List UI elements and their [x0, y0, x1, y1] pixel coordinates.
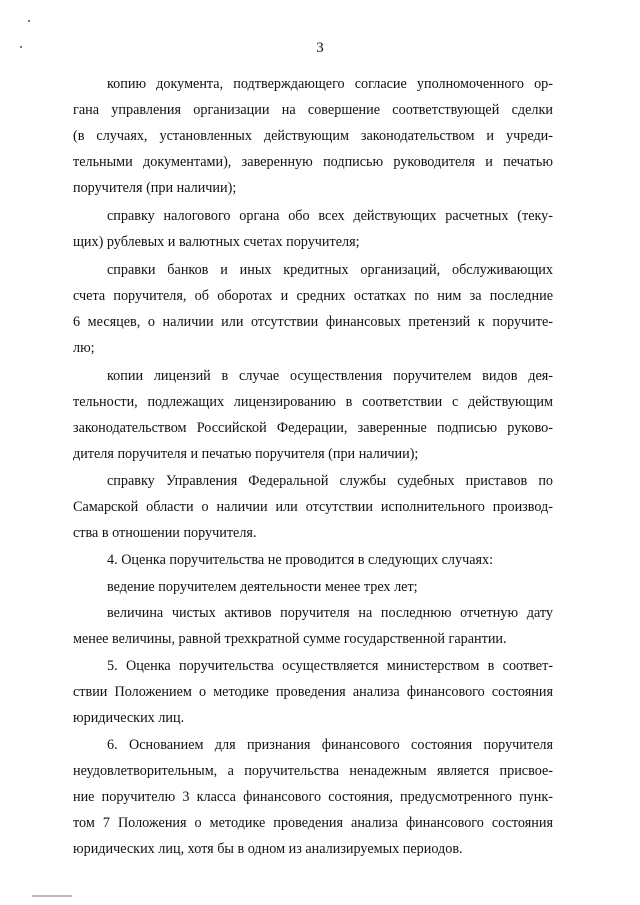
text-line: 6. Основанием для признания финансового состояния поручителя — [107, 737, 553, 753]
scan-edge-mark — [32, 895, 72, 897]
text-line: том 7 Положения о методике проведения анализа финансового состояния — [73, 815, 553, 831]
text-line: гана управления организации на совершение соответствующей сделки — [73, 102, 553, 118]
text-line: Самарской области о наличии или отсутствии исполнительного производ- — [73, 499, 553, 515]
page-number: 3 — [316, 40, 324, 56]
text-line: неудовлетворительным, а поручительства ненадежным является присвое- — [73, 763, 553, 779]
text-line: 5. Оценка поручительства осуществляется министерством в соответ- — [107, 658, 553, 674]
text-line: дителя поручителя и печатью поручителя (при наличии); — [73, 446, 419, 462]
text-line: юридических лиц. — [73, 710, 185, 726]
text-line: величина чистых активов поручителя на последнюю отчетную дату — [107, 605, 553, 621]
text-line: счета поручителя, об оборотах и средних остатках по ним за последние — [73, 288, 553, 304]
text-line: (в случаях, установленных действующим законодательством и учреди- — [73, 128, 553, 144]
text-line: справку Управления Федеральной службы судебных приставов по — [107, 473, 553, 489]
text-line: ведение поручителем деятельности менее трех лет; — [107, 579, 418, 595]
text-line: ствии Положением о методике проведения анализа финансового состояния — [73, 684, 553, 700]
text-line: справки банков и иных кредитных организаций, обслуживающих — [107, 262, 553, 278]
text-line: менее величины, равной трехкратной сумме государственной гарантии. — [73, 631, 507, 647]
scan-speck — [28, 20, 30, 22]
text-line: лю; — [73, 340, 95, 356]
text-line: поручителя (при наличии); — [73, 180, 237, 196]
text-line: тельными документами), заверенную подписью руководителя и печатью — [73, 154, 553, 170]
text-line: копию документа, подтверждающего согласие уполномоченного ор- — [107, 76, 553, 92]
text-line: справку налогового органа обо всех действующих расчетных (теку- — [107, 208, 553, 224]
text-line: копии лицензий в случае осуществления поручителем видов дея- — [107, 368, 553, 384]
scan-speck — [20, 46, 22, 48]
text-line: юридических лиц, хотя бы в одном из анализируемых периодов. — [73, 841, 463, 857]
text-line: законодательством Российской Федерации, заверенные подписью руково- — [73, 420, 553, 436]
text-line: 4. Оценка поручительства не проводится в следующих случаях: — [107, 552, 494, 568]
text-line: щих) рублевых и валютных счетах поручителя; — [73, 234, 360, 250]
text-line: тельности, подлежащих лицензированию в соответствии с действующим — [73, 394, 553, 410]
text-line: 6 месяцев, о наличии или отсутствии финансовых претензий к поручите- — [73, 314, 553, 330]
text-line: ние поручителю 3 класса финансового состояния, предусмотренного пунк- — [73, 789, 553, 805]
text-line: ства в отношении поручителя. — [73, 525, 257, 541]
